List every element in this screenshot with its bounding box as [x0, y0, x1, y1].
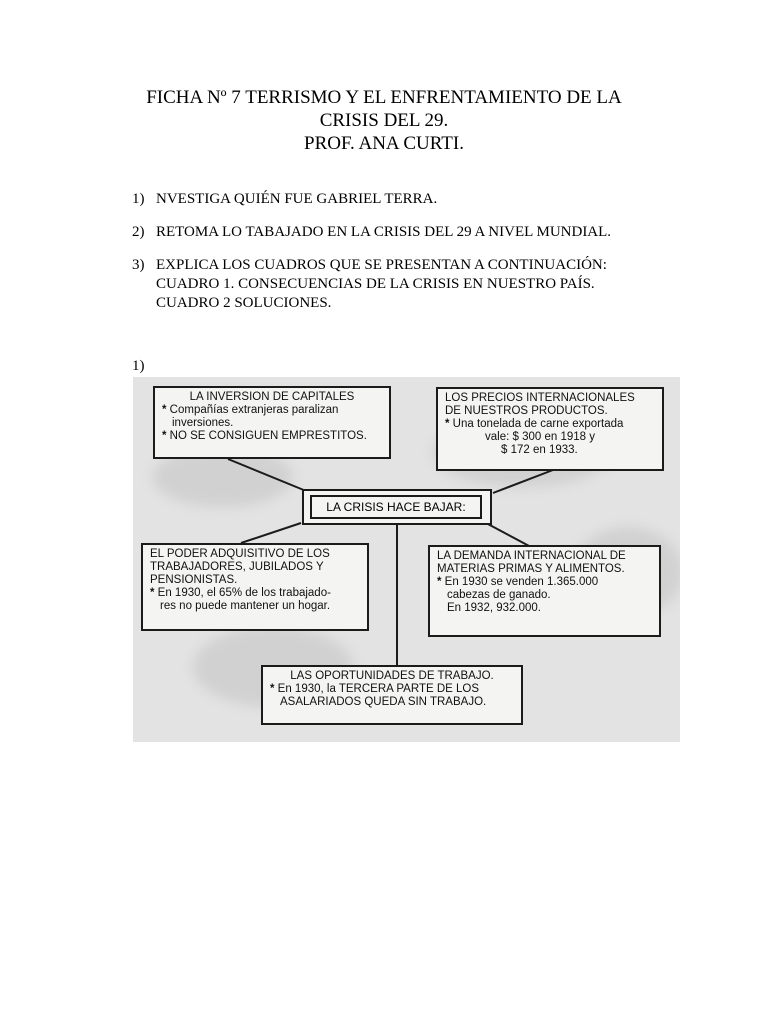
- connector-line: [241, 523, 301, 543]
- question-item: [132, 223, 692, 242]
- title-line-1: FICHA Nº 7 TERRISMO Y EL ENFRENTAMIENTO DE LA: [146, 87, 622, 108]
- bullet-text: * NO SE CONSIGUEN EMPRESTITOS.: [162, 430, 382, 443]
- question-item: [132, 256, 692, 313]
- question-text: NVESTIGA QUIÉN FUE GABRIEL TERRA.: [156, 191, 438, 207]
- box-poder-adquisitivo: [141, 543, 369, 631]
- bullet-text: cabezas de ganado.: [447, 589, 551, 601]
- question-text: RETOMA LO TABAJADO EN LA CRISIS DEL 29 A NIVEL MUNDIAL.: [156, 224, 612, 240]
- box-title: LA DEMANDA INTERNACIONAL DE: [437, 550, 626, 562]
- box-title: MATERIAS PRIMAS Y ALIMENTOS.: [437, 563, 625, 575]
- bullet-text: * Compañías extranjeras paralizan: [162, 404, 382, 417]
- connector-line: [228, 459, 311, 493]
- bullet-text: * En 1930, la TERCERA PARTE DE LOS: [270, 683, 514, 696]
- box-title: LA INVERSION DE CAPITALES: [189, 391, 355, 403]
- question-text: CUADRO 2 SOLUCIONES.: [156, 295, 332, 311]
- bullet-text: * Una tonelada de carne exportada: [445, 418, 655, 431]
- question-text: CUADRO 1. CONSECUENCIAS DE LA CRISIS EN NUESTRO PAÍS.: [156, 276, 595, 292]
- box-demanda-internacional: [428, 545, 661, 637]
- box-precios-internacionales: [436, 387, 664, 471]
- box-title: TRABAJADORES, JUBILADOS Y: [150, 561, 324, 573]
- bullet-text: En 1932, 932.000.: [447, 602, 541, 614]
- question-item: [132, 190, 692, 209]
- bullet-text: * En 1930, el 65% de los trabajado-: [150, 587, 360, 600]
- question-text: EXPLICA LOS CUADROS QUE SE PRESENTAN A CONTINUACIÓN:: [156, 257, 607, 273]
- box-inversion-capitales: [153, 386, 391, 459]
- bullet-text: * En 1930 se venden 1.365.000: [437, 576, 652, 589]
- title-line-3: PROF. ANA CURTI.: [304, 133, 464, 154]
- box-title: LOS PRECIOS INTERNACIONALES: [445, 392, 635, 404]
- box-title: LAS OPORTUNIDADES DE TRABAJO.: [290, 670, 494, 682]
- box-title: EL PODER ADQUISITIVO DE LOS: [150, 548, 330, 560]
- price-line: vale: $ 300 en 1918 y: [485, 431, 595, 443]
- box-title: PENSIONISTAS.: [150, 574, 238, 586]
- crisis-center-box: LA CRISIS HACE BAJAR:: [310, 495, 482, 519]
- question-number: 1): [132, 191, 145, 207]
- question-number: 2): [132, 224, 145, 240]
- connector-line: [486, 523, 531, 547]
- question-list: [132, 190, 692, 327]
- bullet-text: ASALARIADOS QUEDA SIN TRABAJO.: [280, 696, 487, 708]
- bullet-text: res no puede mantener un hogar.: [160, 600, 331, 612]
- figure-label: 1): [132, 358, 145, 374]
- document-title: [60, 86, 708, 155]
- box-title: DE NUESTROS PRODUCTOS.: [445, 405, 608, 417]
- box-oportunidades-trabajo: [261, 665, 523, 725]
- connector-line: [493, 470, 553, 493]
- price-line: $ 172 en 1933.: [501, 444, 578, 456]
- scanned-diagram: [133, 377, 680, 742]
- bullet-text: inversiones.: [172, 417, 234, 429]
- question-number: 3): [132, 257, 145, 273]
- title-line-2: CRISIS DEL 29.: [319, 110, 449, 131]
